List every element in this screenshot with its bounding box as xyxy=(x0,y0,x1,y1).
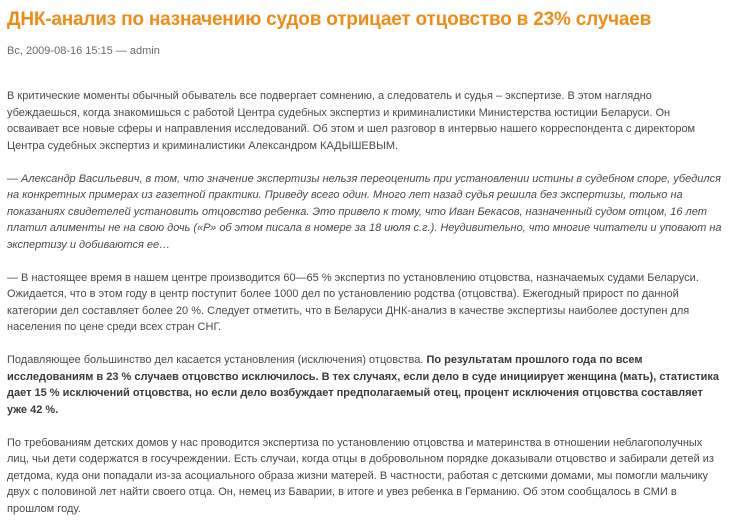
article-body xyxy=(7,88,724,517)
interview-question: — Александр Васильевич, в том, что значение экспертизы нельзя переоценить при установлении истины в судебном споре, убедился на конкретных примерах из газетной практики. Приведу всего один. Много лет назад судья решила без экспертизы, только на показаниях свидетелей установить отцовство ребенка. Это привело к тому, что Иван Бекасов, назначенный судом отцом, 16 лет платил алименты не на свою дочь («Р» об этом писала в номере за 18 июля с.г.). Неудивительно, что многие читатели и уповают на экспертизу и добиваются ее… xyxy=(7,172,722,251)
interview-answer: — В настоящее время в нашем центре производится 60—65 % экспертиз по установлению отцовства, назначаемых судами Беларуси. Ожидается, что в этом году в центр поступит более 1000 дел по установлению родства (отцовства). Ежегодный прирост по данной категории дел составляет более 20 %. Следует отметить, что в Беларуси ДНК-анализ в качестве экспертизы наиболее доступен для населения по цене среди всех стран СНГ. xyxy=(7,271,699,333)
intro-paragraph: В критические моменты обычный обыватель все подвергает сомнению, а следователь и судья – экспертизе. В этом наглядно убеждаешься, когда знакомишься с работой Центра судебных экспертиз и криминалистики Министерства юстиции Беларуси. Он осваивает все новые сферы и направления исследований. Об этом и шел разговор в интервью нашего корреспондента с директором Центра судебных экспертиз и криминалистики Александром КАДЫШЕВЫМ. xyxy=(7,90,696,152)
statistics-lead: Подавляющее большинство дел касается установления (исключения) отцовства. xyxy=(7,354,427,366)
post-meta: Вс, 2009-08-16 15:15 — admin xyxy=(7,45,160,57)
statistics-highlight: По результатам прошлого года по всем исследованиям в 23 % случаев отцовство исключилось. В тех случаях, если дело в суде инициирует женщина (мать), статистика дает 15 % исключений отцовства, но если дело возбуждает предполагаемый отец, процент исключения отцовства составляет уже 42 %. xyxy=(7,354,719,416)
orphanage-paragraph: По требованиям детских домов у нас проводится экспертиза по установлению отцовства и материнства в отношении неблагополучных лиц, чьи дети содержатся в госучреждении. Есть случаи, когда отцы в добровольном порядке доказывали отцовство и забирали детей из детдома, куда они попадали из-за асоциального образа жизни матерей. В частности, работая с детскими домами, мы помогли мальчику двух с половиной лет найти своего отца. Он, немец из Баварии, в итоге и увез ребенка в Германию. Об этом сообщалось в СМИ в прошлом году. xyxy=(7,436,714,515)
statistics-paragraph xyxy=(7,352,724,418)
article-title[interactable]: ДНК-анализ по назначению судов отрицает отцовство в 23% случаев xyxy=(7,9,652,30)
